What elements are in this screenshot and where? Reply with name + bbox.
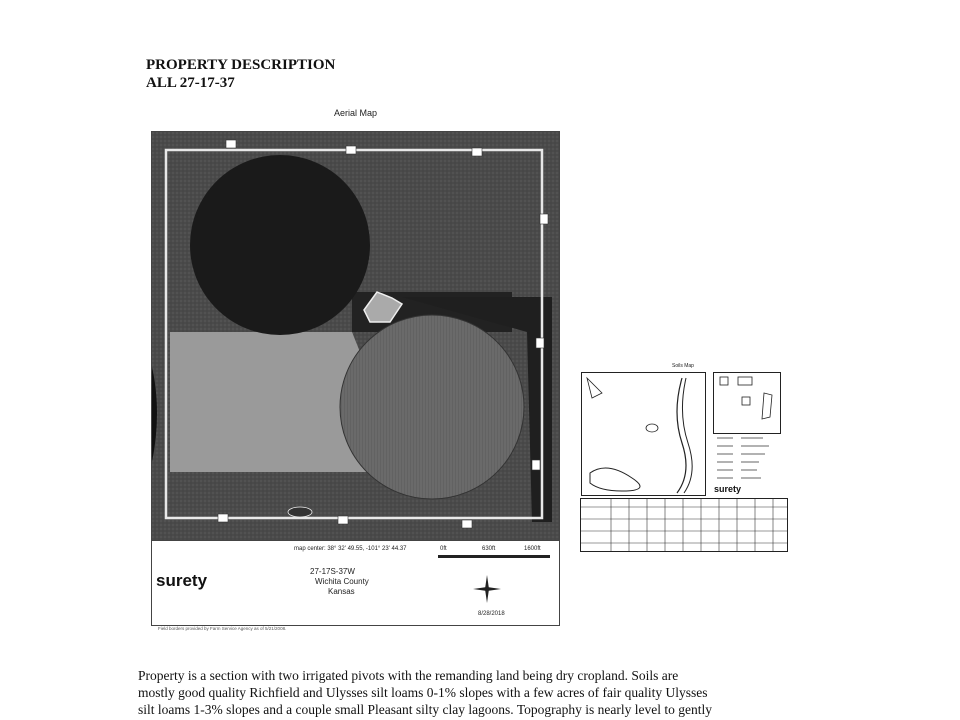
map-footnote: Field borders provided by Farm Service Agency as of 5/21/2008. [158, 626, 287, 631]
soils-map-details [713, 434, 783, 482]
description-line-2: mostly good quality Richfield and Ulysses silt loams 0-1% slopes with a few acres of fair quality Ulysses [138, 685, 708, 700]
aerial-map-image [151, 131, 560, 541]
soils-surety-logo: surety [714, 484, 742, 494]
surety-logo-text: surety [156, 571, 208, 590]
map-date: 8/28/2018 [478, 611, 505, 617]
description-line-1: Property is a section with two irrigated pivots with the remanding land being dry cropland. Soils are [138, 668, 679, 683]
location-county: Wichita County [315, 577, 369, 586]
scale-label-mid: 630ft [482, 546, 496, 552]
location-section: 27-17S-37W [310, 567, 355, 576]
soils-table [580, 498, 788, 552]
description-line-3: silt loams 1-3% slopes and a couple small Pleasant silty clay lagoons. Topography is nearly level to gently [138, 702, 712, 717]
map-center-label: map center: 38° 32' 49.55, -101° 23' 44.37 [294, 546, 407, 552]
aerial-map-title: Aerial Map [334, 108, 378, 118]
scale-label-start: 0ft [440, 546, 447, 552]
soils-map-title: Soils Map [672, 363, 694, 369]
property-description [138, 667, 838, 718]
page-title: PROPERTY DESCRIPTION [146, 57, 336, 73]
surety-logo [156, 571, 207, 591]
legal-description: ALL 27-17-37 [146, 75, 235, 91]
scale-label-end: 1600ft [524, 546, 541, 552]
north-arrow-icon [472, 574, 502, 604]
scale-bar [438, 555, 550, 558]
soils-map-image [581, 372, 706, 496]
location-state: Kansas [328, 587, 355, 596]
soils-inset-map [713, 372, 781, 434]
map-info-panel [151, 540, 560, 626]
